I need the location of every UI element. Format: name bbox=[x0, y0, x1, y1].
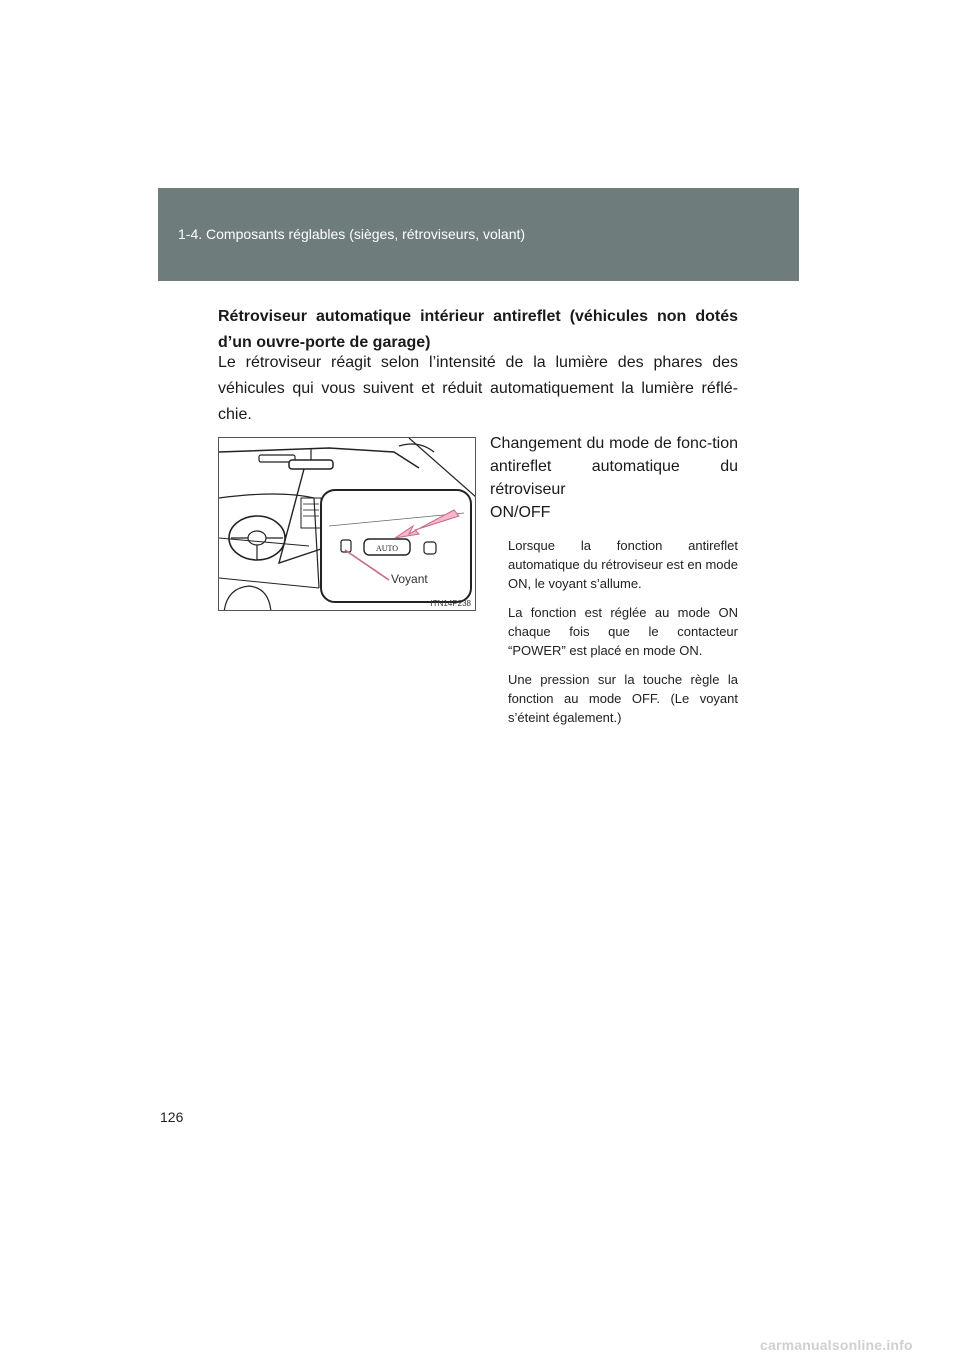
onoff-label: ON/OFF bbox=[490, 504, 551, 521]
section-title: Rétroviseur automatique intérieur antireflet (véhicules non dotés d’un ouvre-porte de garage) bbox=[218, 308, 738, 351]
page-number: 126 bbox=[160, 1109, 184, 1125]
note-item: La fonction est réglée au mode ON chaque fois que le contacteur “POWER” est placé en mode ON. bbox=[508, 605, 738, 658]
note-item: Une pression sur la touche règle la fonction au mode OFF. (Le voyant s’éteint également.) bbox=[508, 672, 738, 725]
auto-button-label: AUTO bbox=[375, 544, 399, 553]
intro-paragraph: Le rétroviseur réagit selon l’intensité de la lumière des phares des véhicules qui vous suivent et réduit automatiquement la lumière réflé-chie. bbox=[218, 354, 738, 423]
header-band bbox=[158, 188, 799, 281]
indicator-label: Voyant bbox=[391, 572, 428, 586]
car-interior-drawing bbox=[219, 438, 476, 611]
instruction-block bbox=[490, 432, 738, 737]
section-header: 1-4. Composants réglables (sièges, rétroviseurs, volant) bbox=[178, 226, 526, 242]
figure-code: ITN14P238 bbox=[430, 599, 471, 608]
mirror-illustration bbox=[218, 437, 476, 611]
note-item: Lorsque la fonction antireflet automatique du rétroviseur est en mode ON, le voyant s’allume. bbox=[508, 538, 738, 591]
watermark: carmanualsonline.info bbox=[760, 1337, 913, 1353]
instruction-title: Changement du mode de fonc-tion antireflet automatique du rétroviseur bbox=[490, 435, 738, 498]
